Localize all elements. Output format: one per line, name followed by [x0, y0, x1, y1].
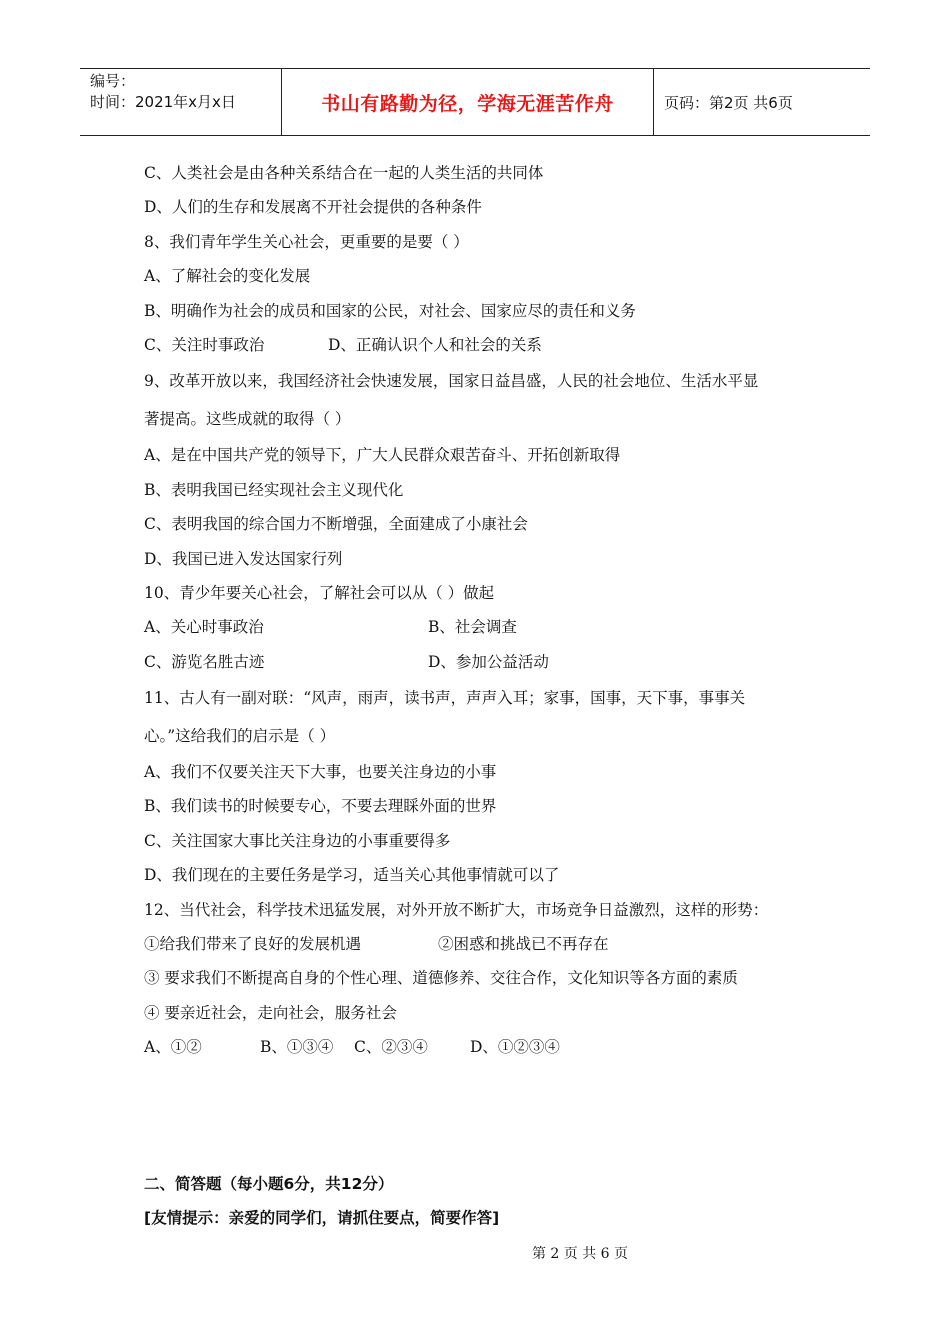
header-page-code: 页码：第2页 共6页 [664, 93, 793, 112]
q12-item-4: ④ 要亲近社会，走向社会，服务社会 [144, 1003, 397, 1022]
q12-stem: 12、当代社会，科学技术迅猛发展，对外开放不断扩大，市场竞争日益激烈，这样的形势： [144, 900, 769, 919]
q9-stem-2: 著提高。这些成就的取得（ ） [144, 410, 351, 429]
q7-option-d: D、人们的生存和发展离不开社会提供的各种条件 [144, 198, 482, 217]
q12-options [144, 1030, 824, 1064]
section-2-hint: [友情提示：亲爱的同学们，请抓住要点，简要作答] [144, 1208, 500, 1227]
q12-item-2: ②困惑和挑战已不再存在 [438, 935, 609, 954]
header-time: 时间：2021年x月x日 [90, 93, 236, 111]
q12-option-c: C、②③④ [354, 1038, 428, 1057]
q8-option-d: D、正确认识个人和社会的关系 [328, 335, 542, 354]
q10-option-d: D、参加公益活动 [428, 652, 549, 671]
page-footer: 第 2 页 共 6 页 [531, 1246, 629, 1262]
q12-items-12 [144, 927, 824, 961]
q10-option-a: A、关心时事政治 [144, 618, 264, 637]
page-header [80, 68, 870, 136]
q8-option-a: A、了解社会的变化发展 [144, 267, 311, 286]
q11-stem-2: 心。”这给我们的启示是（ ） [144, 727, 336, 746]
q8-options-cd [144, 328, 824, 362]
q10-options-cd [144, 645, 824, 679]
q9-option-b: B、表明我国已经实现社会主义现代化 [144, 480, 404, 499]
q10-option-b: B、社会调查 [428, 618, 517, 637]
header-motto: 书山有路勤为径，学海无涯苦作舟 [282, 69, 654, 135]
q11-option-b: B、我们读书的时候要专心，不要去理睬外面的世界 [144, 797, 497, 816]
q11-option-c: C、关注国家大事比关注身边的小事重要得多 [144, 831, 451, 850]
q10-stem: 10、青少年要关心社会，了解社会可以从（ ）做起 [144, 583, 495, 602]
q8-stem: 8、我们青年学生关心社会，更重要的是要（ ） [144, 232, 469, 251]
q9-option-c: C、表明我国的综合国力不断增强，全面建成了小康社会 [144, 515, 528, 534]
q12-item-3: ③ 要求我们不断提高自身的个性心理、道德修养、交往合作，文化知识等各方面的素质 [144, 969, 738, 988]
q12-option-d: D、①②③④ [470, 1038, 560, 1057]
header-meta [80, 69, 282, 135]
q8-option-b: B、明确作为社会的成员和国家的公民，对社会、国家应尽的责任和义务 [144, 301, 636, 320]
q9-stem-1: 9、改革开放以来，我国经济社会快速发展，国家日益昌盛，人民的社会地位、生活水平显 [144, 372, 759, 391]
q12-option-b: B、①③④ [260, 1038, 334, 1057]
q12-item-1: ①给我们带来了良好的发展机遇 [144, 935, 362, 954]
spacer [144, 1065, 824, 1167]
q11-option-a: A、我们不仅要关注天下大事，也要关注身边的小事 [144, 763, 497, 782]
q10-options-ab [144, 610, 824, 644]
q11-stem-1: 11、古人有一副对联：“风声，雨声，读书声，声声入耳；家事，国事，天下事，事事关 [144, 689, 746, 708]
q11-option-d: D、我们现在的主要任务是学习，适当关心其他事情就可以了 [144, 866, 560, 885]
q9-option-d: D、我国已进入发达国家行列 [144, 549, 343, 568]
q10-option-c: C、游览名胜古迹 [144, 652, 265, 671]
q12-option-a: A、①② [144, 1038, 202, 1057]
q7-option-c: C、人类社会是由各种关系结合在一起的人类生活的共同体 [144, 164, 544, 182]
q8-option-c: C、关注时事政治 [144, 335, 265, 354]
document-body [144, 156, 824, 1235]
q9-option-a: A、是在中国共产党的领导下，广大人民群众艰苦奋斗、开拓创新取得 [144, 446, 621, 465]
header-number: 编号： [90, 72, 136, 90]
section-2-title: 二、简答题（每小题6分，共12分） [144, 1174, 394, 1193]
